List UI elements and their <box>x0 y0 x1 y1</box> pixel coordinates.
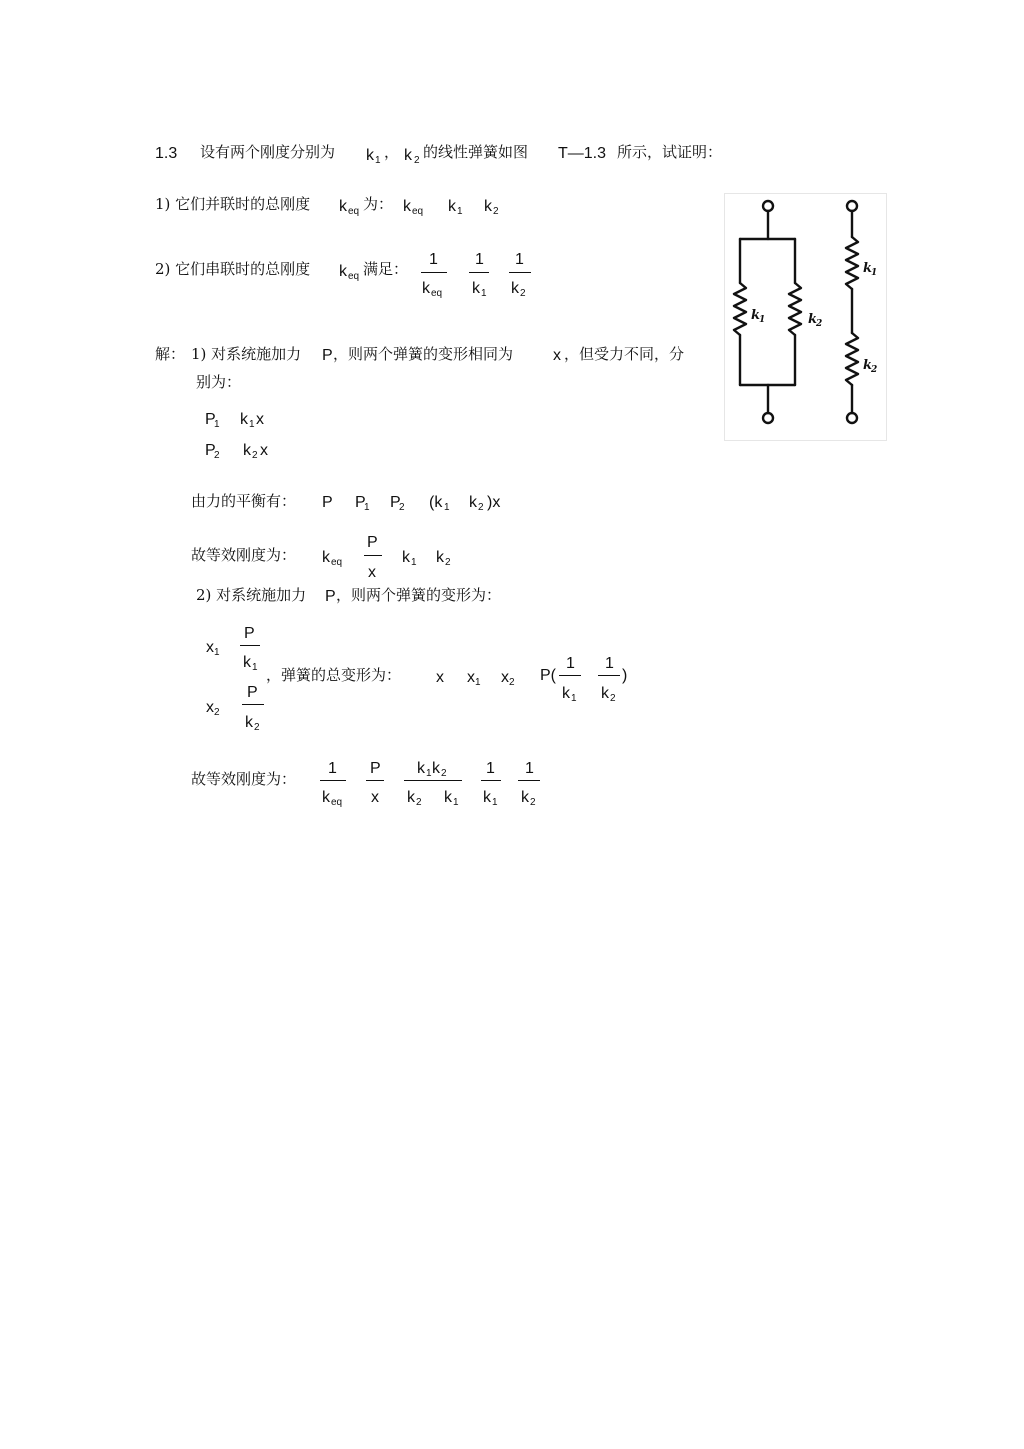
x2-frac-bar <box>242 704 264 705</box>
series-label-k1-sub: 1 <box>871 268 878 278</box>
equiv-frac-den: x <box>368 564 376 581</box>
statement-text-c: 所示，试证明： <box>617 143 723 161</box>
item-2-frac1-num: 1 <box>429 251 438 268</box>
final-frac3-den-k1: k <box>444 789 452 806</box>
item-2-frac3-bar <box>509 272 531 273</box>
symbol-k1-sub: 1 <box>375 155 381 166</box>
balance-open: (k <box>429 494 443 511</box>
symbol-k2: k <box>404 147 412 164</box>
equiv-label: 故等效刚度为： <box>191 546 297 564</box>
eq1-x: x <box>256 411 264 428</box>
total-frac2-den-sub: 2 <box>610 693 616 704</box>
item-2-frac1-den: k <box>422 280 430 297</box>
solution-part1-text-a: 1) 对系统施加力 <box>191 345 302 363</box>
final-frac1-den: k <box>322 789 330 806</box>
parallel-spring-k1 <box>734 283 746 335</box>
final-frac2-bar <box>366 780 384 781</box>
x2-frac-den: k <box>245 714 253 731</box>
x1-frac-den: k <box>243 654 251 671</box>
eq2-lhs: P <box>205 442 216 459</box>
series-label-k2-sub: 2 <box>871 365 878 375</box>
series-label-k1: k <box>863 261 873 276</box>
symbol-k2-sub: 2 <box>414 155 420 166</box>
total-frac1-den-sub: 1 <box>571 693 577 704</box>
balance-P2: P <box>390 494 401 511</box>
final-frac3-den-k2-sub: 2 <box>416 797 422 808</box>
part2-text-a: 2) 对系统施加力 <box>196 586 307 604</box>
total-label: ，弹簧的总变形为： <box>266 666 402 684</box>
eq1-lhs: P <box>205 411 216 428</box>
total-frac1-den: k <box>562 685 570 702</box>
statement-text-a: 设有两个刚度分别为 <box>200 143 336 161</box>
parallel-spring-k2 <box>789 283 801 335</box>
eq2-x: x <box>260 442 268 459</box>
x1-frac-bar <box>240 645 260 646</box>
x1-frac-den-sub: 1 <box>252 662 258 673</box>
x2-frac-den-sub: 2 <box>254 722 260 733</box>
final-frac1-den-sub: eq <box>331 797 343 808</box>
item-2-frac3-den: k <box>511 280 519 297</box>
final-frac1-num: 1 <box>328 760 337 777</box>
total-frac1-bar <box>559 675 581 676</box>
item-1-keq-sub: eq <box>348 206 360 217</box>
parallel-springs <box>734 201 801 423</box>
balance-P1: P <box>355 494 366 511</box>
item-2-frac3-den-sub: 2 <box>520 288 526 299</box>
series-label-k2: k <box>863 358 873 373</box>
eq2-rhs: k <box>243 442 251 459</box>
item-1-word: 为： <box>363 195 394 213</box>
final-frac3-num-k1: k <box>417 760 425 777</box>
equiv-frac-bar <box>364 555 382 556</box>
parallel-label-k2: k <box>808 312 818 327</box>
final-frac3-den-k1-sub: 1 <box>453 797 459 808</box>
statement-comma: ， <box>384 143 400 161</box>
item-2-keq: k <box>339 263 347 280</box>
final-frac2-num: P <box>370 760 381 777</box>
x2-lhs: x <box>206 699 214 716</box>
eq2-rhs-sub: 2 <box>252 450 258 461</box>
part2-P: P <box>325 588 336 605</box>
final-frac4-num: 1 <box>486 760 495 777</box>
final-frac3-num-k1-sub: 1 <box>426 768 432 779</box>
equiv-k2-sub: 2 <box>445 557 451 568</box>
item-2-frac2-den: k <box>472 280 480 297</box>
total-frac1-num: 1 <box>566 655 575 672</box>
eq1-rhs-sub: 1 <box>249 419 255 430</box>
final-frac4-den-sub: 1 <box>492 797 498 808</box>
final-frac3-den-k2: k <box>407 789 415 806</box>
final-frac1-bar <box>320 780 346 781</box>
parallel-label-k1-sub: 1 <box>759 315 766 325</box>
total-P-open: P( <box>540 667 556 684</box>
eq2-lhs-sub: 2 <box>214 450 220 461</box>
x1-frac-num: P <box>244 625 255 642</box>
part2-text-b: ，则两个弹簧的变形为： <box>336 586 502 604</box>
balance-label: 由力的平衡有： <box>191 492 297 510</box>
balance-close: )x <box>487 494 501 511</box>
final-frac5-den: k <box>521 789 529 806</box>
balance-k2-sub: 2 <box>478 502 484 513</box>
x2-frac-num: P <box>247 684 258 701</box>
total-x2: x <box>501 669 509 686</box>
balance-P1-sub: 1 <box>364 502 370 513</box>
x1-lhs: x <box>206 639 214 656</box>
final-frac5-bar <box>518 780 540 781</box>
item-1-keq: k <box>339 198 347 215</box>
parallel-label-k2-sub: 2 <box>816 319 823 329</box>
equiv-k1: k <box>402 549 410 566</box>
item-1-rhs-keq: k <box>403 198 411 215</box>
equiv-keq: k <box>322 549 330 566</box>
item-2-frac2-num: 1 <box>475 251 484 268</box>
item-2-label: 2) 它们串联时的总刚度 <box>155 260 311 278</box>
final-label: 故等效刚度为： <box>191 770 297 788</box>
final-frac3-num-k2-sub: 2 <box>441 768 447 779</box>
total-frac2-den: k <box>601 685 609 702</box>
solution-part1-text-b: ，则两个弹簧的变形相同为 <box>333 345 514 363</box>
balance-k1-sub: 1 <box>444 502 450 513</box>
solution-part1-P: P <box>322 347 333 364</box>
total-frac2-num: 1 <box>605 655 614 672</box>
item-1-label: 1) 它们并联时的总刚度 <box>155 195 311 213</box>
balance-P2-sub: 2 <box>399 502 405 513</box>
item-2-keq-sub: eq <box>348 271 360 282</box>
final-frac2-den: x <box>371 789 379 806</box>
symbol-k1: k <box>366 147 374 164</box>
final-frac3-num-k2: k <box>432 760 440 777</box>
item-1-rhs-k1-sub: 1 <box>457 206 463 217</box>
total-close: ) <box>622 667 628 684</box>
series-spring-k1 <box>846 237 858 289</box>
final-frac5-num: 1 <box>525 760 534 777</box>
equiv-k2: k <box>436 549 444 566</box>
item-2-frac1-bar <box>421 272 447 273</box>
eq1-lhs-sub: 1 <box>214 419 220 430</box>
item-2-frac2-den-sub: 1 <box>481 288 487 299</box>
x1-lhs-sub: 1 <box>214 647 220 658</box>
total-frac2-bar <box>598 675 620 676</box>
total-x: x <box>436 669 444 686</box>
item-1-rhs-k2-sub: 2 <box>493 206 499 217</box>
series-springs <box>846 201 858 423</box>
parallel-label-k1: k <box>751 308 761 323</box>
item-2-word: 满足： <box>363 260 409 278</box>
x2-lhs-sub: 2 <box>214 707 220 718</box>
figure-frame <box>725 194 887 441</box>
equiv-frac-num: P <box>367 534 378 551</box>
solution-part1-text-d: 别为： <box>196 373 242 391</box>
solution-part1-text-c: ，但受力不同，分 <box>564 345 685 363</box>
balance-k2: k <box>469 494 477 511</box>
item-2-frac1-den-sub: eq <box>431 288 443 299</box>
statement-text-b: 的线性弹簧如图 <box>423 143 529 161</box>
eq1-rhs: k <box>240 411 248 428</box>
final-frac4-den: k <box>483 789 491 806</box>
series-spring-k2 <box>846 333 858 385</box>
solution-label: 解： <box>155 345 186 363</box>
final-frac4-bar <box>481 780 501 781</box>
spring-figure <box>724 193 887 441</box>
series-top-terminal <box>847 201 857 211</box>
total-x2-sub: 2 <box>509 677 515 688</box>
equiv-keq-sub: eq <box>331 557 343 568</box>
parallel-bottom-terminal <box>763 413 773 423</box>
item-1-rhs-k1: k <box>448 198 456 215</box>
balance-P: P <box>322 494 333 511</box>
parallel-top-terminal <box>763 201 773 211</box>
total-x1-sub: 1 <box>475 677 481 688</box>
final-frac5-den-sub: 2 <box>530 797 536 808</box>
total-x1: x <box>467 669 475 686</box>
problem-number: 1.3 <box>155 145 178 162</box>
spring-figure-svg <box>724 193 887 441</box>
item-2-frac3-num: 1 <box>515 251 524 268</box>
figure-reference: T—1.3 <box>558 145 607 162</box>
item-1-rhs-keq-sub: eq <box>412 206 424 217</box>
item-2-frac2-bar <box>469 272 489 273</box>
final-frac3-bar <box>404 780 462 781</box>
series-bottom-terminal <box>847 413 857 423</box>
solution-part1-x: x <box>553 347 561 364</box>
item-1-rhs-k2: k <box>484 198 492 215</box>
equiv-k1-sub: 1 <box>411 557 417 568</box>
